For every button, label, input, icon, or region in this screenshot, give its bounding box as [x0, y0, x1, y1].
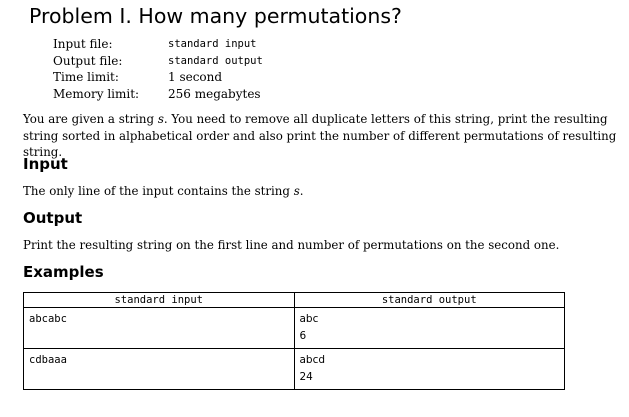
limit-value: 1 second	[168, 70, 223, 84]
output-description: Print the resulting string on the first line and number of permutations on the second one.	[23, 238, 560, 252]
example-input-cell	[24, 308, 295, 349]
examples-header-row	[24, 293, 565, 308]
example-input-line: abcabc	[29, 313, 67, 325]
limit-row-memory	[53, 86, 353, 103]
input-variable: s	[293, 184, 300, 198]
input-text: The only line of the input contains the string	[23, 184, 294, 198]
limit-value: standard input	[168, 38, 257, 50]
limit-value: standard output	[168, 54, 263, 67]
header-standard-output: standard output	[294, 293, 565, 308]
output-heading: Output	[23, 209, 83, 227]
limits-block	[53, 36, 353, 102]
problem-title: Problem I. How many permutations?	[29, 4, 402, 28]
example-output-line: abcd	[299, 354, 326, 366]
statement-variable: s	[157, 112, 164, 126]
input-description	[23, 183, 623, 200]
problem-statement	[23, 111, 623, 161]
example-output-cell	[294, 308, 565, 349]
limit-label: Memory limit:	[53, 86, 140, 101]
examples-heading: Examples	[23, 263, 104, 281]
example-output-line: 6	[299, 330, 307, 342]
examples-table	[23, 292, 565, 390]
limit-label: Time limit:	[53, 70, 119, 84]
table-row	[24, 349, 565, 390]
limit-label: Input file:	[53, 37, 113, 51]
input-text: .	[299, 184, 304, 198]
example-output-line: abc	[299, 313, 319, 325]
table-row	[24, 308, 565, 349]
statement-text: You are given a string	[23, 112, 158, 126]
example-output-line: 24	[299, 371, 313, 383]
limit-row-input-file	[53, 36, 353, 53]
example-output-cell	[294, 349, 565, 390]
limit-label: Output file:	[53, 53, 123, 68]
limit-row-output-file	[53, 53, 353, 70]
example-input-line: cdbaaa	[29, 354, 67, 366]
limit-value: 256 megabytes	[168, 86, 261, 101]
input-heading: Input	[23, 155, 68, 173]
header-standard-input: standard input	[24, 293, 295, 308]
example-input-cell	[24, 349, 295, 390]
limit-row-time	[53, 69, 353, 86]
statement-text: . You need to remove all duplicate letters of this string, print the resulting string sorted in alphabetical order and also print the number of different permutations of resulting string.	[23, 112, 617, 159]
